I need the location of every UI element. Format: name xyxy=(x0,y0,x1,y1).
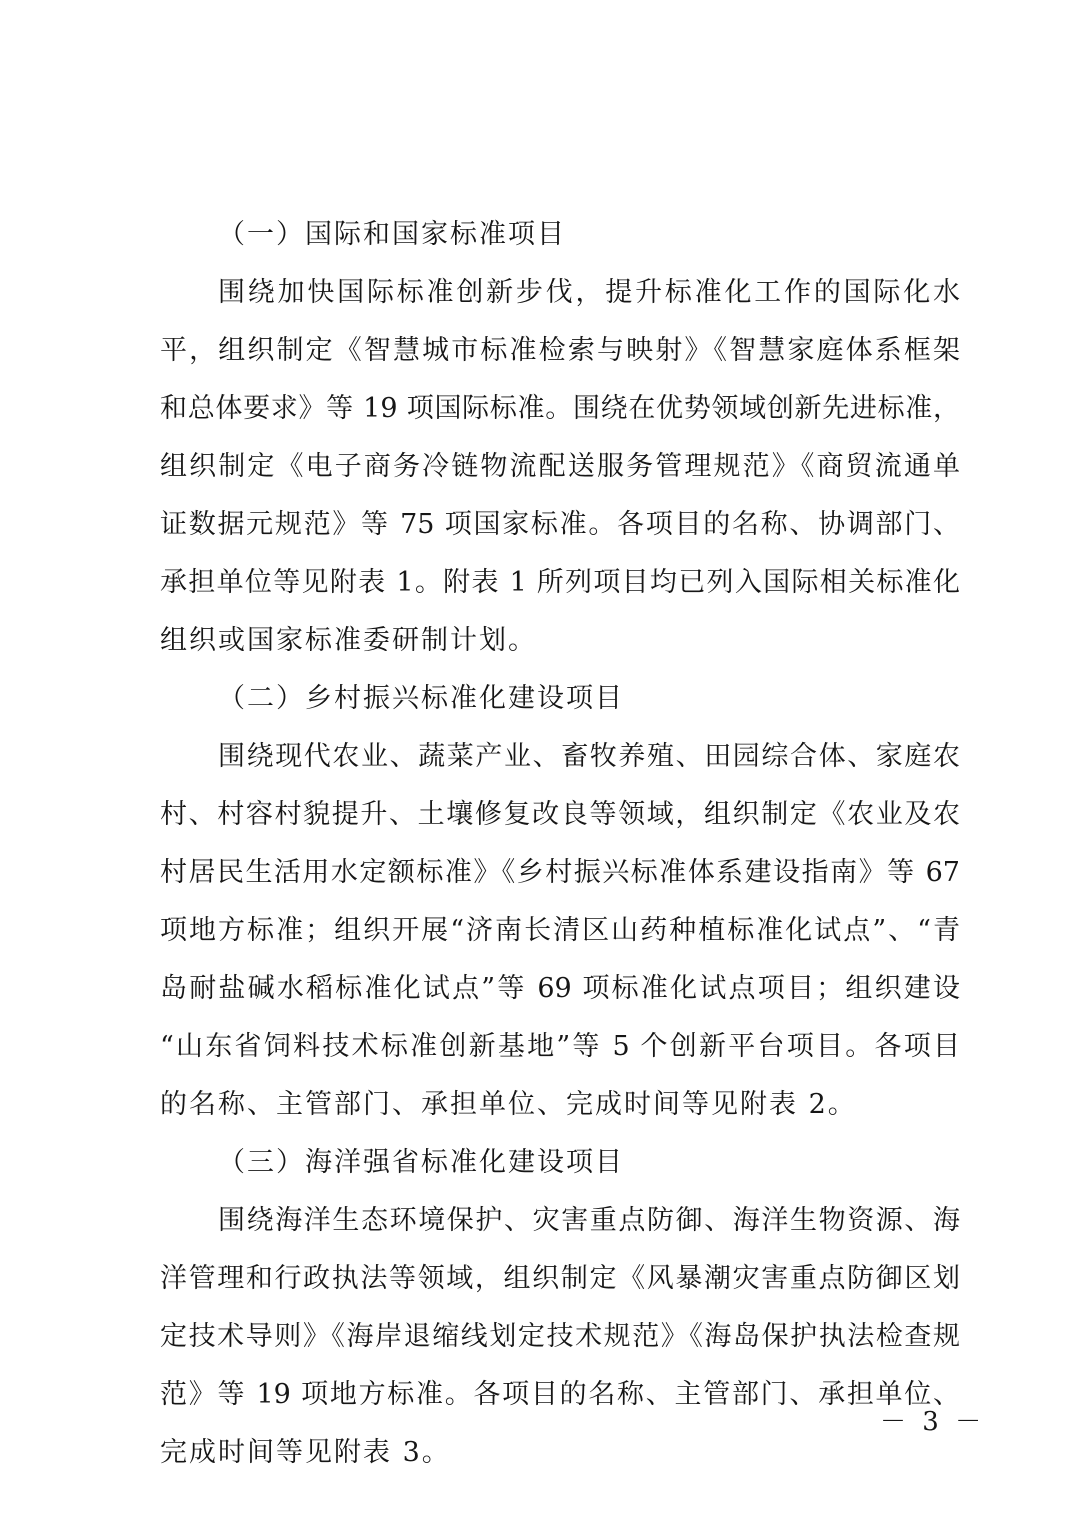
paragraph-line: 范》等 19 项地方标准。各项目的名称、主管部门、承担单位、 xyxy=(160,1379,960,1410)
section-paragraph xyxy=(160,728,960,1134)
paragraph-line: 村居民生活用水定额标准》《乡村振兴标准体系建设指南》等 67 xyxy=(160,857,960,888)
section-marine-province xyxy=(160,1134,960,1482)
paragraph-line: 围绕现代农业、蔬菜产业、畜牧养殖、田园综合体、家庭农 xyxy=(218,741,960,772)
paragraph-line: 项地方标准；组织开展“济南长清区山药种植标准化试点”、“青 xyxy=(160,915,960,946)
section-heading: （三）海洋强省标准化建设项目 xyxy=(218,1147,624,1178)
paragraph-line: 围绕加快国际标准创新步伐，提升标准化工作的国际化水 xyxy=(218,277,960,308)
paragraph-line: 和总体要求》等 19 项国际标准。围绕在优势领域创新先进标准， xyxy=(160,393,960,424)
page-number: － 3 － xyxy=(880,1407,986,1437)
section-heading: （二）乡村振兴标准化建设项目 xyxy=(218,683,624,714)
paragraph-line: 定技术导则》《海岸退缩线划定技术规范》《海岛保护执法检查规 xyxy=(160,1321,960,1352)
section-heading: （一）国际和国家标准项目 xyxy=(218,219,566,250)
section-rural-revitalization xyxy=(160,670,960,1134)
paragraph-line: 组织制定《电子商务冷链物流配送服务管理规范》《商贸流通单 xyxy=(160,451,960,482)
paragraph-line: 平，组织制定《智慧城市标准检索与映射》《智慧家庭体系框架 xyxy=(160,335,960,366)
document-body xyxy=(160,206,960,1482)
section-international-national xyxy=(160,206,960,670)
paragraph-line: 证数据元规范》等 75 项国家标准。各项目的名称、协调部门、 xyxy=(160,509,960,540)
paragraph-line: 完成时间等见附表 3。 xyxy=(160,1437,451,1468)
paragraph-line: 村、村容村貌提升、土壤修复改良等领域，组织制定《农业及农 xyxy=(160,799,960,830)
paragraph-line: 的名称、主管部门、承担单位、完成时间等见附表 2。 xyxy=(160,1089,857,1120)
paragraph-line: “山东省饲料技术标准创新基地”等 5 个创新平台项目。各项目 xyxy=(160,1031,960,1062)
paragraph-line: 岛耐盐碱水稻标准化试点”等 69 项标准化试点项目；组织建设 xyxy=(160,973,960,1004)
paragraph-line: 围绕海洋生态环境保护、灾害重点防御、海洋生物资源、海 xyxy=(218,1205,960,1236)
paragraph-line: 承担单位等见附表 1。附表 1 所列项目均已列入国际相关标准化 xyxy=(160,567,960,598)
paragraph-line: 组织或国家标准委研制计划。 xyxy=(160,625,537,656)
paragraph-line: 洋管理和行政执法等领域，组织制定《风暴潮灾害重点防御区划 xyxy=(160,1263,960,1294)
section-paragraph xyxy=(160,1192,960,1482)
section-paragraph xyxy=(160,264,960,670)
